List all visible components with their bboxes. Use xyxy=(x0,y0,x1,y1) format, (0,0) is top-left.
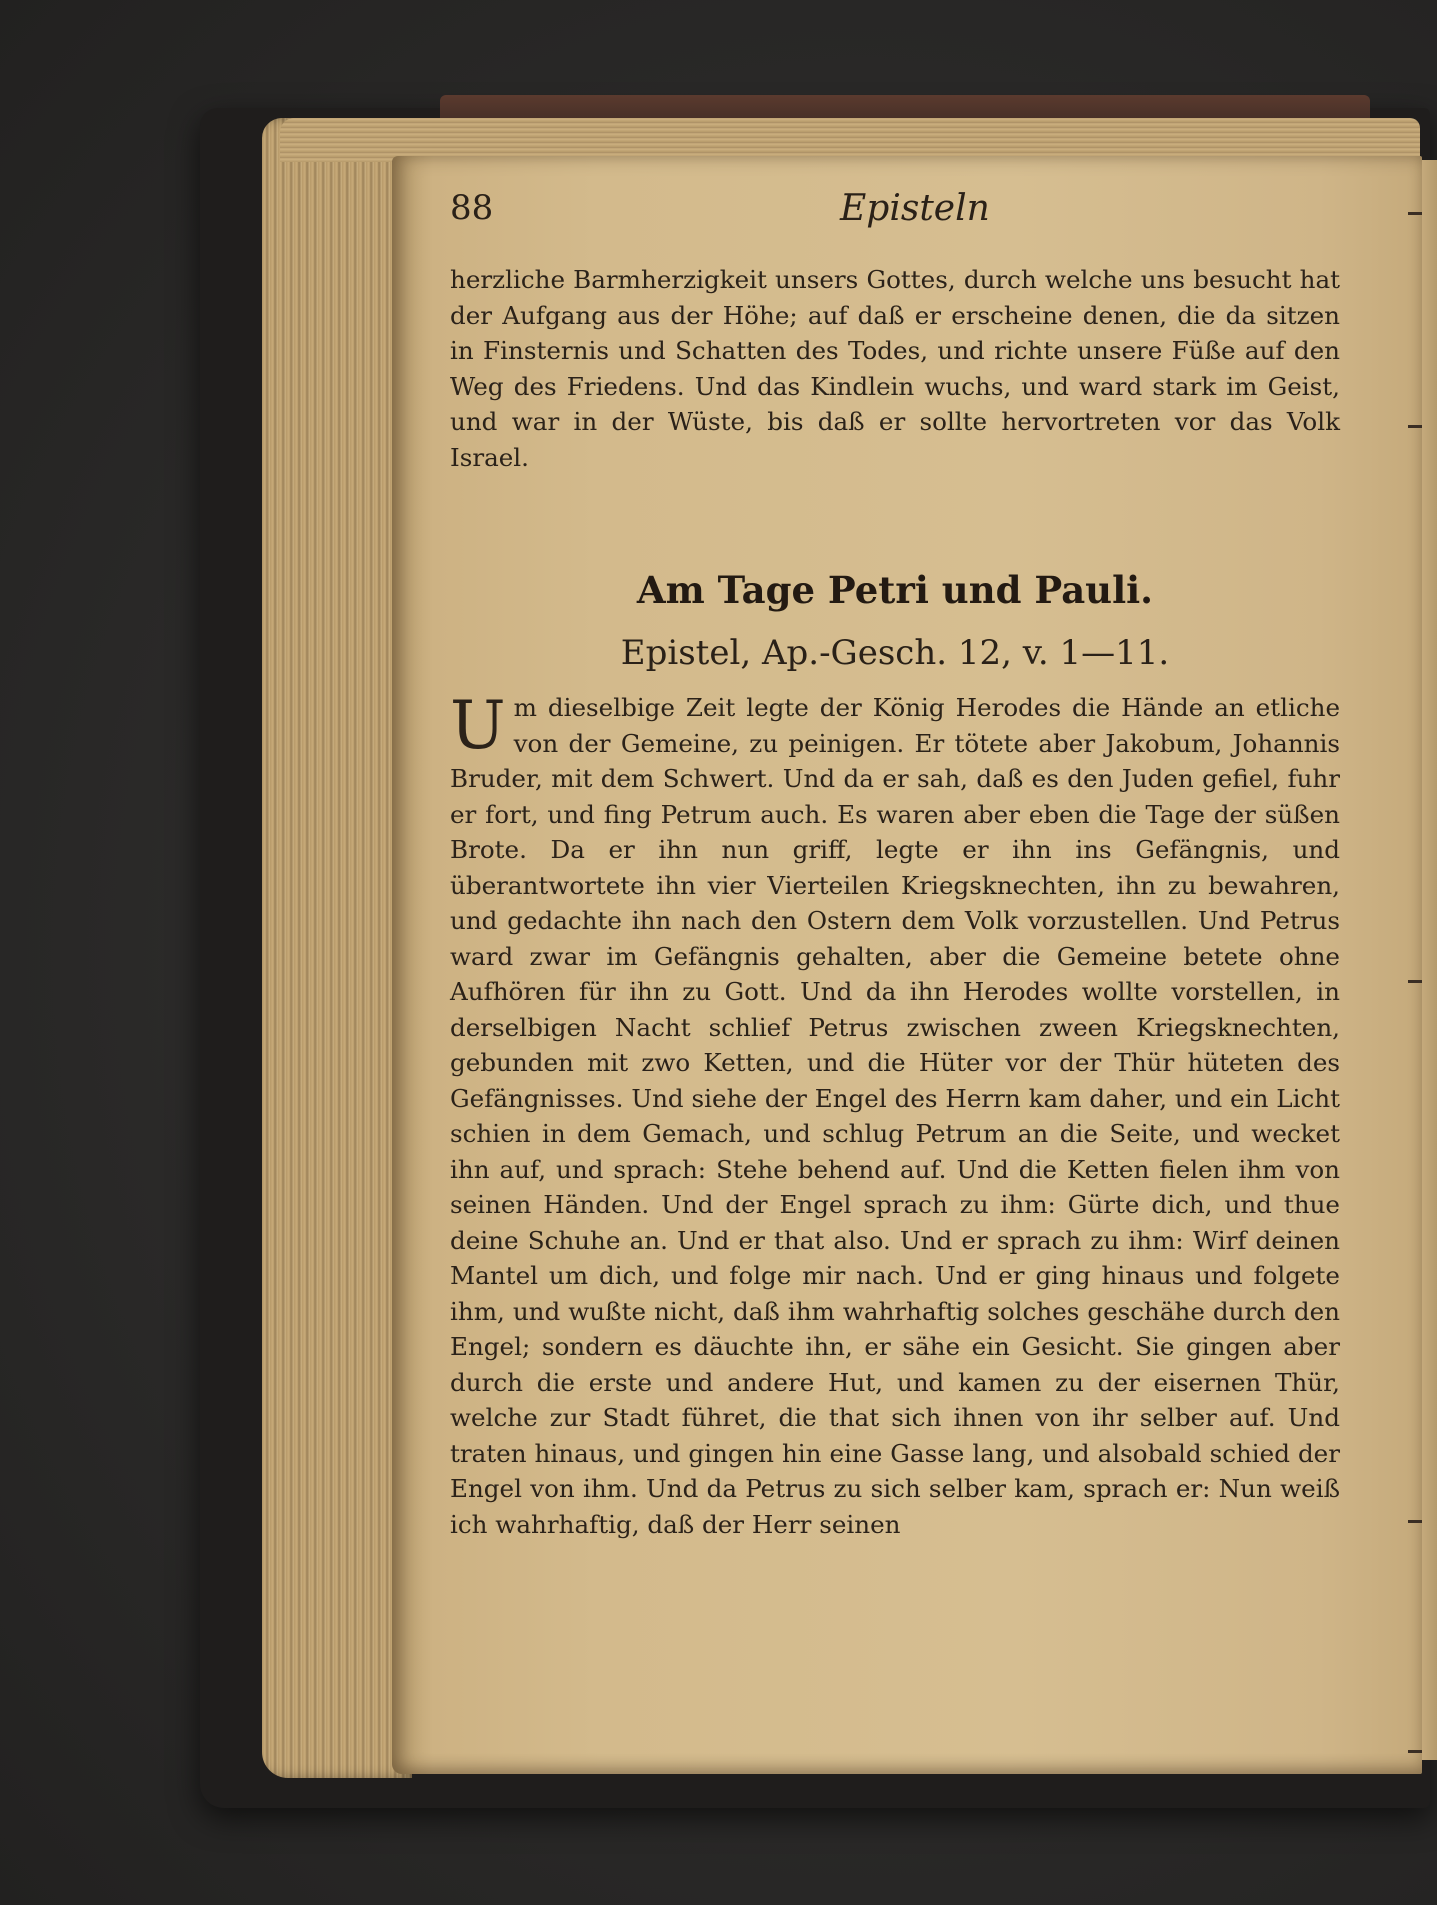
intro-text: herzliche Barmherzigkeit unsers Gottes, durch welche uns besucht hat der Aufgang aus der Höhe; auf daß er erscheine denen, die da sitzen in Finsternis und Schatten des Todes, und richte unsere Füße auf den Weg des Friedens. Und das Kindlein wuchs, und ward stark im Geist, und war in der Wüste, bis daß er sollte hervortreten vor das Volk Israel. xyxy=(450,265,1340,472)
page-number: 88 xyxy=(450,188,494,228)
section-title: Am Tage Petri und Pauli. xyxy=(636,568,1154,612)
margin-mark xyxy=(1408,980,1422,983)
running-head: Episteln xyxy=(840,188,990,229)
intro-paragraph xyxy=(450,262,1340,475)
margin-mark xyxy=(1408,425,1422,428)
margin-mark xyxy=(1408,1750,1422,1753)
page-header xyxy=(450,188,1350,238)
margin-mark xyxy=(1408,1520,1422,1523)
body-paragraph xyxy=(450,687,1340,1542)
drop-cap: U xyxy=(450,687,506,764)
section-subtitle: Epistel, Ap.-Gesch. 12, v. 1—11. xyxy=(620,633,1170,673)
page-edges-left xyxy=(262,118,412,1778)
body-text: m dieselbige Zeit legte der König Herodes die Hände an etliche von der Gemeine, zu peinigen. Er tötete aber Jakobum, Johannis Bruder, mit dem Schwert. Und da er sah, daß es den Juden gefiel, fuhr er fort, und fing Petrum auch. Es waren aber eben die Tage der süßen Brote. Da er ihn nun griff, legte er ihn ins Gefängnis, und überantwortete ihn vier Vierteilen Kriegsknechten, ihn zu bewahren, und gedachte ihn nach den Ostern dem Volk vorzustellen. Und Petrus ward zwar im Gefängnis gehalten, aber die Gemeine betete ohne Aufhören für ihn zu Gott. Und da ihn Herodes wollte vorstellen, in derselbigen Nacht schlief Petrus zwischen zween Kriegsknechten, gebunden mit zwo Ketten, und die Hüter vor der Thür hüteten des Gefängnisses. Und siehe der Engel des Herrn kam daher, und ein Licht schien in dem Gemach, und schlug Petrum an die Seite, und wecket ihn auf, und sprach: Stehe behend auf. Und die Ketten fielen ihm von seinen Händen. Und der Engel sprach zu ihm: Gürte dich, und thue deine Schuhe an. Und er that also. Und er sprach zu ihm: Wirf deinen Mantel um dich, und folge mir nach. Und er ging hinaus und folgete ihm, und wußte nicht, daß ihm wahrhaftig solches geschähe durch den Engel; sondern es däuchte ihn, er sähe ein Gesicht. Sie gingen aber durch die erste und andere Hut, und kamen zu der eisernen Thür, welche zur Stadt führet, die that sich ihnen von ihr selber auf. Und traten hinaus, und gingen hin eine Gasse lang, und alsobald schied der Engel von ihm. Und da Petrus zu sich selber kam, sprach er: Nun weiß ich wahrhaftig, daß der Herr seinen xyxy=(450,693,1340,1539)
margin-mark xyxy=(1408,212,1422,215)
